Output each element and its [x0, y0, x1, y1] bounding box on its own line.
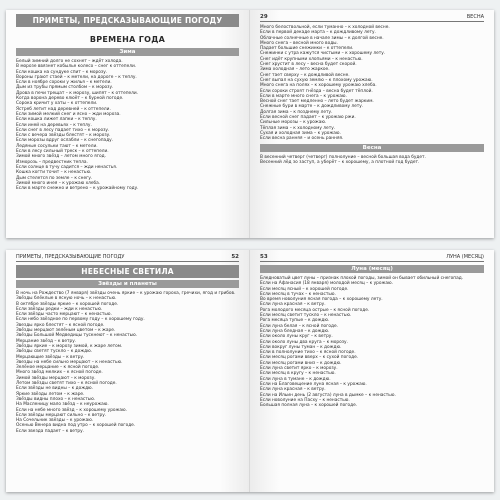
text-block: [16, 291, 239, 434]
text-line: Снег хрустит в лесу – весна будет скорой.: [260, 62, 357, 68]
text-line: Звёзды мерцают зелёным цветом – к жаре.: [16, 328, 116, 334]
text-line: Если луна красная – к ветру.: [260, 302, 326, 308]
text-line: Большая полная луна – к хорошей погоде.: [260, 403, 358, 409]
text-line: Если весной снег падает – к урожаю ржи.: [260, 115, 356, 121]
page-bottom-left: [6, 250, 250, 492]
text-line: Белый зимний долго не сохнет – ждёт холода.: [16, 59, 123, 64]
text-line: Мерцающие звёзды – к ветру.: [16, 354, 85, 360]
text-line: Весной снег тает медленно – лето будет жарким.: [260, 99, 374, 105]
text-line: Во время новолуния ясная погода – к хорошему лету.: [260, 297, 383, 303]
text-line: Если месяц в кругу – к ненастью.: [260, 371, 336, 377]
text-line: Долгая зима – к позднему лету.: [260, 109, 333, 115]
text-line: Снежинки с утра кажутся чистыми – к хорошему лету.: [260, 51, 386, 57]
text-line: Если месяц светит тускло – к ненастью.: [260, 313, 352, 319]
text-line: Снег тает сверху – к дождливой весне.: [260, 72, 350, 78]
text-block: [16, 59, 239, 191]
text-line: Если звезда падает – к ветру.: [16, 428, 85, 434]
text-line: Если иней на деревьях – к теплу.: [16, 122, 92, 128]
text-line: Если месяц рогами вниз – к дождю.: [260, 360, 342, 366]
page-number: 29: [260, 14, 268, 20]
text-line: Зимой много звёзд – летом много ягод.: [16, 154, 106, 160]
text-line: Если морозы вдруг ослабли – к снегопаду.: [16, 138, 114, 144]
text-line: Снежные бури в марте – к дождливому лету.: [260, 104, 364, 110]
text-line: Если в лесу сильный треск – к оттепели.: [16, 149, 109, 155]
running-title: ЛУНА (МЕСЯЦ): [446, 254, 484, 260]
text-line: Мерцание звёзд – к ветру.: [16, 338, 77, 344]
running-head: [260, 254, 484, 262]
page-bottom-right: [250, 250, 494, 492]
text-line: Если сороки строят гнёзда – весна будет тёплой.: [260, 88, 373, 94]
text-line: Если небо звёздное по первому году – к хорошему году.: [16, 317, 145, 323]
text-line: Снег идёт крупными хлопьями – к ненастью.: [260, 56, 363, 62]
text-line: Если на Афанасия (18 января) молодой месяц – к урожаю.: [260, 281, 393, 287]
page-number: 53: [260, 254, 268, 260]
text-line: Если новолуние на Пасху – к ненастью.: [260, 397, 350, 403]
section-header: НЕБЕСНЫЕ СВЕТИЛА: [16, 265, 239, 278]
text-line: Зимой звёзды мерцают – к морозу.: [16, 375, 96, 381]
text-line: Если луна в тумане – к дождю.: [260, 376, 331, 382]
text-line: Звёзды светят тускло – к дождю.: [16, 349, 93, 355]
text-line: Зима холодная – лето жаркое.: [260, 67, 330, 73]
text-line: Кошка когти точит – к ненастью.: [16, 170, 92, 176]
text-line: Ледяные сосульки тают – к метели.: [16, 143, 98, 149]
subsection-band: Зима: [16, 48, 239, 56]
text-block: [260, 276, 484, 408]
text-line: Если в марте снежно и ветрено – к урожайному году.: [16, 186, 139, 192]
text-line: Ястреб летит над деревней – к оттепели.: [16, 106, 111, 112]
text-line: Летом звёзды светят тихо – к ясной погоде.: [16, 381, 117, 387]
chapter-header: ПРИМЕТЫ, ПРЕДСКАЗЫВАЮЩИЕ ПОГОДУ: [16, 14, 239, 27]
text-line: Снег выпал на сухую землю – к плохому урожаю.: [260, 77, 373, 83]
page-top-right: [250, 10, 494, 238]
text-line: Если месяц рогами вверх – к сухой погоде.: [260, 355, 359, 361]
text-line: Если месяц ясный – к хорошей погоде.: [260, 286, 349, 292]
text-line: Изморозь – предвестник тепла.: [16, 159, 88, 165]
text-block: [260, 25, 484, 142]
text-line: В ночь на Рождество (7 января) звёзды очень яркие – к урожаю гороха, гречихи, ягод и грибов.: [16, 291, 236, 296]
section-title: ВРЕМЕНА ГОДА: [89, 35, 166, 44]
text-line: Осенью Венера видна под утро – к хорошей погоде.: [16, 423, 136, 429]
text-line: Звёзды Большой Медведицы тускнеют – к ненастью.: [16, 333, 138, 339]
text-line: В весенний четверг (четверг) полнолуние – весной большая вода будет.: [260, 154, 426, 160]
text-line: Дрова в печи трещат – к морозу, шипят – к оттепели.: [16, 90, 139, 96]
text-line: Если весна ранняя – и осень ранняя.: [260, 136, 344, 142]
running-title: ВЕСНА: [466, 14, 484, 20]
text-line: Звезды ярко блестят – к ясной погоде.: [16, 322, 105, 328]
text-line: Много снега – весной много воды.: [260, 40, 338, 46]
text-line: Если луна бледная – к дождю.: [260, 328, 330, 334]
text-line: Падает большие снежинки – к оттепели.: [260, 46, 354, 52]
text-line: Звёзды блёклые в ясную ночь – к ненастью.: [16, 296, 117, 302]
text-line: Если луна светит ярко – к морозу.: [260, 366, 338, 372]
text-line: Если звёзды часто мерцают – к ненастью.: [16, 312, 112, 318]
text-line: В морозе ввязнет кобылье колесо – снег к оттепели.: [16, 64, 137, 70]
text-line: Если в полнолуние тихо – к ясной погоде.: [260, 350, 356, 356]
text-line: Если в ноябре сороки у жилья – к метели.: [16, 80, 112, 86]
text-line: Тёплая зима – к холодному лету.: [260, 125, 336, 131]
running-head: [260, 14, 484, 22]
text-line: На Сочельник звёзды – к урожаю.: [16, 418, 94, 424]
text-line: Если звёзды мерцают сильно – к ветру.: [16, 412, 107, 418]
text-line: Если в первой декаде марта – к дождливому лету.: [260, 30, 376, 36]
text-line: Если звёзды не видны – к дождю.: [16, 386, 94, 392]
text-line: В октябре звёзды яркие – к хорошей погоде.: [16, 301, 119, 307]
text-line: Яркие звёзды летом – к жаре.: [16, 391, 85, 397]
text-block-2: [260, 155, 484, 166]
text-line: Звезды на небе сильно мерцают – к ненастью.: [16, 359, 123, 365]
text-line: Если кошка на сундуке спит – к морозу.: [16, 69, 108, 75]
text-line: Рога месяца тупые – к дождю.: [260, 318, 330, 324]
text-line: Вороны грают стаей – к метели, на дороге – к теплу.: [16, 74, 137, 80]
text-line: Если на Благовещение луна ясная – к урожаю.: [260, 381, 367, 387]
text-line: Если месяц в тучах – к ненастью.: [260, 291, 336, 297]
text-line: Если зимой мелкий снег и ясно – жди мороза.: [16, 111, 121, 117]
text-line: На Масленицу мало звёзд – к неурожаю.: [16, 402, 109, 408]
text-line: Зелёное мерцание – к ясной погоде.: [16, 365, 100, 371]
top-spread: [6, 10, 494, 238]
running-head: [16, 254, 239, 262]
text-line: Сорока кричит у хаты – к оттепели.: [16, 101, 98, 107]
text-line: Звёзды яркие – к морозу зимой, к жаре летом.: [16, 343, 123, 349]
text-line: Звёзды видны плохо – к ненастью.: [16, 396, 96, 402]
text-line: Если около луны два круга – к морозу.: [260, 339, 348, 345]
text-line: Много снега на полях – к хорошему урожаю хлеба.: [260, 83, 377, 89]
text-line: Сильные морозы – к урожаю.: [260, 120, 327, 126]
text-line: Когда ворона дерево клюёт – к бурной погоде.: [16, 96, 124, 102]
text-line: Дым из трубы прямым столбом – к морозу.: [16, 85, 114, 91]
text-line: Если кошка лижет лапки – к теплу.: [16, 117, 97, 123]
text-line: Если снег в лесу падает тихо – к морозу.: [16, 127, 110, 133]
subsection-band: Звёзды и планеты: [16, 280, 239, 288]
subsection-band: Луна (месяц): [260, 265, 484, 273]
page-top-left: [6, 10, 250, 238]
text-line: Дым стелется по земле – к снегу.: [16, 175, 93, 181]
text-line: Много белоствольной, если туманно – к холодной весне.: [260, 25, 390, 30]
text-line: Если солнце в тучу садится – жди ненастья.: [16, 164, 118, 170]
text-line: Если на небе много звёзд – к хорошему урожаю.: [16, 407, 128, 413]
text-line: Если на Ильин день (2 августа) луна в дымке – к ненастью.: [260, 392, 396, 398]
text-line: Если луна красная – к ветру.: [260, 387, 326, 393]
text-line: Весенний лёд зо заступ, а уберёт – к хорошему, а плотной год будет.: [260, 159, 420, 165]
text-line: Зимой много инея – к урожаю хлеба.: [16, 180, 101, 186]
text-line: Если вокруг луны туман – к дождю.: [260, 344, 342, 350]
text-line: Сухая и холодная зима – к урожаю.: [260, 130, 341, 136]
text-line: Если звёзды редки – жди к ненастью.: [16, 306, 103, 312]
text-line: Если луна белая – к ясной погоде.: [260, 323, 339, 329]
text-line: Рога молодого месяца острые – к ясной погоде.: [260, 307, 370, 313]
text-line: Если в марте много снега – к урожаю.: [260, 93, 347, 99]
text-line: Бледноватый цвет луны – признак плохой погоды, зимой он бывает обильный снегопад.: [260, 276, 464, 281]
text-line: Облачные солнечные в начале зимы – к долгой весне.: [260, 35, 384, 41]
text-line: Если с вечера звёзды блестят – к морозу.: [16, 133, 111, 139]
page-number: 52: [231, 254, 239, 260]
bottom-spread: [6, 250, 494, 492]
subsection-band: Весна: [260, 144, 484, 152]
running-title: ПРИМЕТЫ, ПРЕДСКАЗЫВАЮЩИЕ ПОГОДУ: [16, 254, 125, 260]
text-line: Если около луны круг – к ветру.: [260, 334, 333, 340]
text-line: Много звёзд мелких – к ясной погоде.: [16, 370, 103, 376]
